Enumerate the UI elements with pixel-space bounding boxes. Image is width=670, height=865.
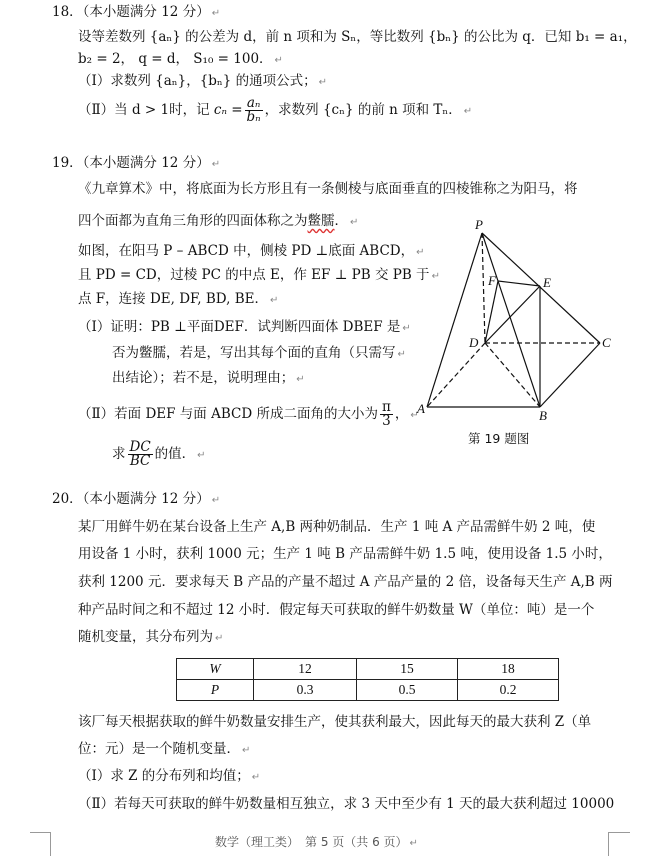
table-cell: 0.2 (458, 680, 559, 701)
q20-l5: 随机变量，其分布列为 ↵ (78, 629, 224, 645)
vertex-b-label: B (539, 408, 547, 423)
q20-l3: 获利 1200 元．要求每天 B 产品的产量不超过 A 产品产量的 2 倍，设备每天生产 A,B 两 (78, 574, 613, 590)
q19-l1: 如图，在阳马 P – ABCD 中，侧棱 PD ⊥底面 ABCD， ↵ (78, 243, 425, 259)
distribution-table (176, 658, 559, 701)
vertex-e-label: E (543, 275, 551, 290)
figure-caption: 第 19 题图 (468, 431, 530, 446)
q19-ratio-fraction: $\frac{DC}{BC}$ (129, 439, 151, 469)
vertex-c-label: C (602, 335, 611, 350)
q18-fraction: $\frac{\text{aₙ}}{\text{bₙ}}$ (246, 95, 261, 125)
q18-part2: （Ⅱ）当 d > 1时，记 cₙ = $\frac{\text{aₙ}}{\text{bₙ}}$ ，求数列 {cₙ} 的前 n 项和 Tₙ． ↵ (78, 95, 473, 125)
corner-mark (30, 832, 50, 833)
q19-p1a: （Ⅰ）证明：PB ⊥平面DEF．试判断四面体 DBEF 是 ↵ (78, 319, 411, 335)
q19-p1b: 否为鳖臑，若是，写出其每个面的直角（只需写 ↵ (112, 345, 406, 361)
vertex-d-label: D (469, 335, 479, 350)
q20-p2: （Ⅱ）若每天可获取的鲜牛奶数量相互独立，求 3 天中至少有 1 天的最大获利超过 10000 (78, 796, 615, 812)
q18-part1: （Ⅰ）求数列 {aₙ}，{bₙ} 的通项公式； ↵ (78, 73, 328, 89)
q18-line2: b₂ = 2， q = d， S₁₀ = 100． ↵ (78, 51, 283, 67)
pyramid-figure (415, 215, 615, 430)
q19-p2b: 求 $\frac{DC}{BC}$ 的值． ↵ (112, 439, 206, 469)
q19-intro1: 《九章算术》中，将底面为长方形且有一条侧棱与底面垂直的四棱锥称之为阳马，将 (78, 181, 578, 197)
table-row (177, 659, 559, 680)
page-footer: 数学（理工类） 第 5 页（共 6 页） ↵ (215, 835, 418, 849)
table-cell: 0.3 (254, 680, 357, 701)
table-cell: 18 (458, 659, 559, 680)
vertex-f-label: F (488, 273, 496, 288)
q20-l6: 该厂每天根据获取的鲜牛奶数量安排生产，使其获利最大，因此每天的最大获利 Z（单 (78, 714, 592, 730)
table-cell: 12 (254, 659, 357, 680)
table-cell: P (177, 680, 254, 701)
q20-l2: 用设备 1 小时，获利 1000 元；生产 1 吨 B 产品需鲜牛奶 1.5 吨，使用设备 1.5 小时， (78, 546, 612, 562)
corner-mark (50, 832, 51, 856)
q20-title: 20．（本小题满分 12 分） ↵ (52, 491, 221, 507)
q18-title: 18．（本小题满分 12 分） ↵ (52, 4, 221, 20)
table-cell: 0.5 (357, 680, 458, 701)
q19-intro2: 四个面都为直角三角形的四面体称之为鳖臑． ↵ (78, 213, 359, 229)
q20-l7: 位：元）是一个随机变量． ↵ (78, 741, 251, 757)
vertex-p-label: P (475, 217, 483, 232)
q18-line1: 设等差数列 {aₙ} 的公差为 d，前 n 项和为 Sₙ，等比数列 {bₙ} 的公比为 q．已知 b₁ = a₁， (78, 29, 637, 45)
q20-p1: （Ⅰ）求 Z 的分布列和均值； ↵ (78, 768, 261, 784)
q19-p2a: （Ⅱ）若面 DEF 与面 ABCD 所成二面角的大小为 $\frac{\pi}{3}$ ， ↵ (78, 399, 419, 429)
table-row (177, 680, 559, 701)
vertex-a-label: A (417, 401, 425, 416)
q19-angle-fraction: $\frac{\pi}{3}$ (381, 399, 391, 429)
table-cell: 15 (357, 659, 458, 680)
q19-p1c: 出结论）；若不是，说明理由； ↵ (112, 370, 305, 386)
q19-l2: 且 PD = CD，过棱 PC 的中点 E，作 EF ⊥ PB 交 PB 于 ↵ (78, 267, 440, 283)
q19-l3: 点 F，连接 DE, DF, BD, BE． ↵ (78, 291, 279, 307)
table-cell: W (177, 659, 254, 680)
corner-mark (608, 832, 630, 833)
q20-l4: 种产品时间之和不超过 12 小时．假定每天可获取的鲜牛奶数量 W（单位：吨）是一个 (78, 602, 595, 618)
corner-mark (608, 832, 609, 856)
q20-l1: 某厂用鲜牛奶在某台设备上生产 A,B 两种奶制品．生产 1 吨 A 产品需鲜牛奶 2 吨，使 (78, 519, 596, 535)
q19-title: 19．（本小题满分 12 分） ↵ (52, 155, 221, 171)
